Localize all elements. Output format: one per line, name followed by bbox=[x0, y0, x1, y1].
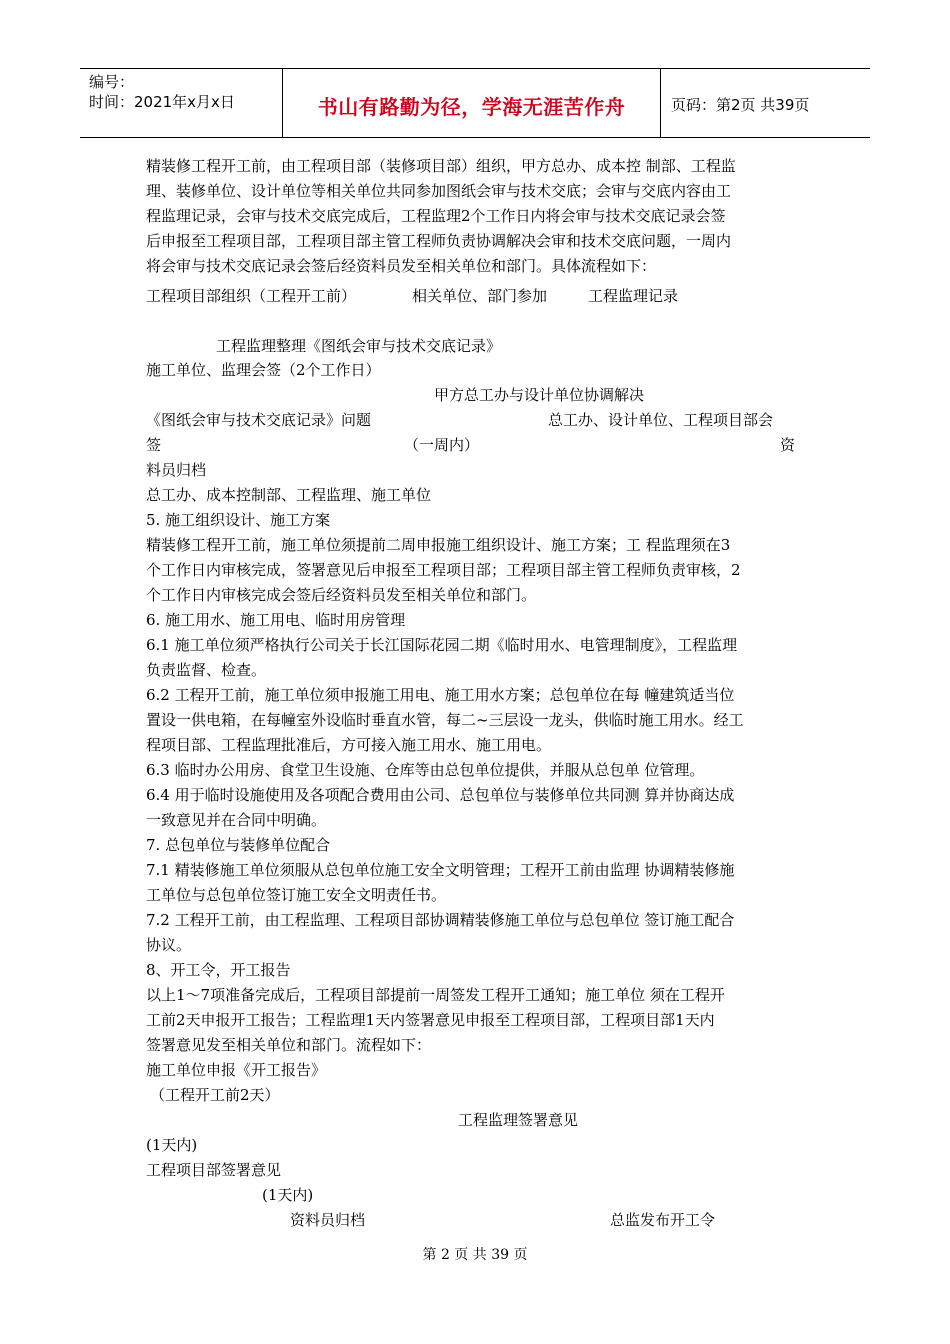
body-line: 签署意见发至相关单位和部门。流程如下： bbox=[146, 1036, 432, 1054]
section-heading: 7. 总包单位与装修单位配合 bbox=[146, 836, 331, 854]
body-line: 置设一供电箱，在每幢室外设临时垂直水管，每二~三层设一龙头，供临时施工用水。经工 bbox=[146, 711, 744, 729]
body-line: 负责监督、检查。 bbox=[146, 661, 267, 679]
body-line: 理、装修单位、设计单位等相关单位共同参加图纸会审与技术交底；会审与交底内容由工 bbox=[146, 182, 732, 200]
body-line: 7.1 精装修施工单位须服从总包单位施工安全文明管理；工程开工前由监理 协调精装修施 bbox=[146, 861, 735, 879]
body-line: 将会审与技术交底记录会签后经资料员发至相关单位和部门。具体流程如下： bbox=[146, 257, 657, 275]
motto-text: 书山有路勤为径，学海无涯苦作舟 bbox=[317, 94, 626, 119]
flow-node: 甲方总工办与设计单位协调解决 bbox=[434, 386, 645, 404]
body-line: 6.1 施工单位须严格执行公司关于长江国际花园二期《临时用水、电管理制度》，工程监理 bbox=[146, 636, 738, 654]
body-line: 程监理记录，会审与技术交底完成后，工程监理2个工作日内将会审与技术交底记录会签 bbox=[146, 207, 726, 225]
body-line: 工单位与总包单位签订施工安全文明责任书。 bbox=[146, 886, 447, 904]
flow-node: 工程监理整理《图纸会审与技术交底记录》 bbox=[216, 337, 502, 355]
flow-node: 料员归档 bbox=[146, 461, 207, 479]
flow-node: 相关单位、部门参加 bbox=[412, 287, 548, 305]
body-line: 工前2天申报开工报告；工程监理1天内签署意见申报至工程项目部，工程项目部1天内 bbox=[146, 1011, 715, 1029]
body-line: 协议。 bbox=[146, 936, 192, 954]
document-header bbox=[80, 68, 870, 138]
flow-node: （一周内） bbox=[404, 436, 480, 454]
body-line: 7.2 工程开工前，由工程监理、工程项目部协调精装修施工单位与总包单位 签订施工配合 bbox=[146, 911, 735, 929]
body-line: 精装修工程开工前，施工单位须提前二周申报施工组织设计、施工方案；工 程监理须在3 bbox=[146, 536, 731, 554]
flow-node: 工程项目部签署意见 bbox=[146, 1161, 282, 1179]
doc-time-label: 时间：2021年x月x日 bbox=[89, 93, 235, 111]
flow-node: 《图纸会审与技术交底记录》问题 bbox=[146, 411, 372, 429]
header-motto-cell bbox=[283, 69, 661, 137]
body-line: 6.4 用于临时设施使用及各项配合费用由公司、总包单位与装修单位共同测 算并协商达成 bbox=[146, 786, 735, 804]
flow-node: 施工单位申报《开工报告》 bbox=[146, 1061, 327, 1079]
body-line: 以上1～7项准备完成后，工程项目部提前一周签发工程开工通知；施工单位 须在工程开 bbox=[146, 986, 725, 1004]
body-line: 6.3 临时办公用房、食堂卫生设施、仓库等由总包单位提供，并服从总包单 位管理。 bbox=[146, 761, 705, 779]
flow-node: 总工办、设计单位、工程项目部会 bbox=[548, 411, 774, 429]
flow-node: (1天内) bbox=[262, 1186, 314, 1204]
doc-number-label: 编号： bbox=[89, 73, 135, 91]
flow-node: （工程开工前2天） bbox=[150, 1086, 280, 1104]
body-line: 一致意见并在合同中明确。 bbox=[146, 811, 327, 829]
flow-node: (1天内) bbox=[146, 1136, 198, 1154]
flow-node: 施工单位、监理会签（2个工作日） bbox=[146, 361, 381, 379]
flow-node: 工程监理记录 bbox=[588, 287, 679, 305]
flow-node: 总工办、成本控制部、工程监理、施工单位 bbox=[146, 486, 432, 504]
body-line: 6.2 工程开工前，施工单位须申报施工用电、施工用水方案；总包单位在每 幢建筑适当位 bbox=[146, 686, 735, 704]
flow-node: 工程监理签署意见 bbox=[458, 1111, 579, 1129]
flow-node: 总监发布开工令 bbox=[610, 1211, 716, 1229]
flow-node: 工程项目部组织（工程开工前） bbox=[146, 287, 357, 305]
section-heading: 6. 施工用水、施工用电、临时用房管理 bbox=[146, 611, 406, 629]
flow-node: 资 bbox=[780, 436, 796, 454]
header-meta bbox=[80, 69, 283, 137]
flow-node: 资料员归档 bbox=[290, 1211, 366, 1229]
flow-node: 签 bbox=[146, 436, 162, 454]
body-line: 程项目部、工程监理批准后，方可接入施工用水、施工用电。 bbox=[146, 736, 552, 754]
body-line: 个工作日内审核完成会签后经资料员发至相关单位和部门。 bbox=[146, 586, 537, 604]
section-heading: 5. 施工组织设计、施工方案 bbox=[146, 511, 331, 529]
header-page-cell bbox=[662, 69, 870, 137]
page-footer: 第 2 页 共 39 页 bbox=[422, 1247, 528, 1263]
body-line: 精装修工程开工前，由工程项目部（装修项目部）组织，甲方总办、成本控 制部、工程监 bbox=[146, 157, 736, 175]
body-line: 个工作日内审核完成，签署意见后申报至工程项目部；工程项目部主管工程师负责审核，2 bbox=[146, 561, 741, 579]
section-heading: 8、开工令，开工报告 bbox=[146, 961, 291, 979]
page-indicator: 页码：第2页 共39页 bbox=[671, 95, 810, 114]
body-line: 后申报至工程项目部，工程项目部主管工程师负责协调解决会审和技术交底问题，一周内 bbox=[146, 232, 732, 250]
